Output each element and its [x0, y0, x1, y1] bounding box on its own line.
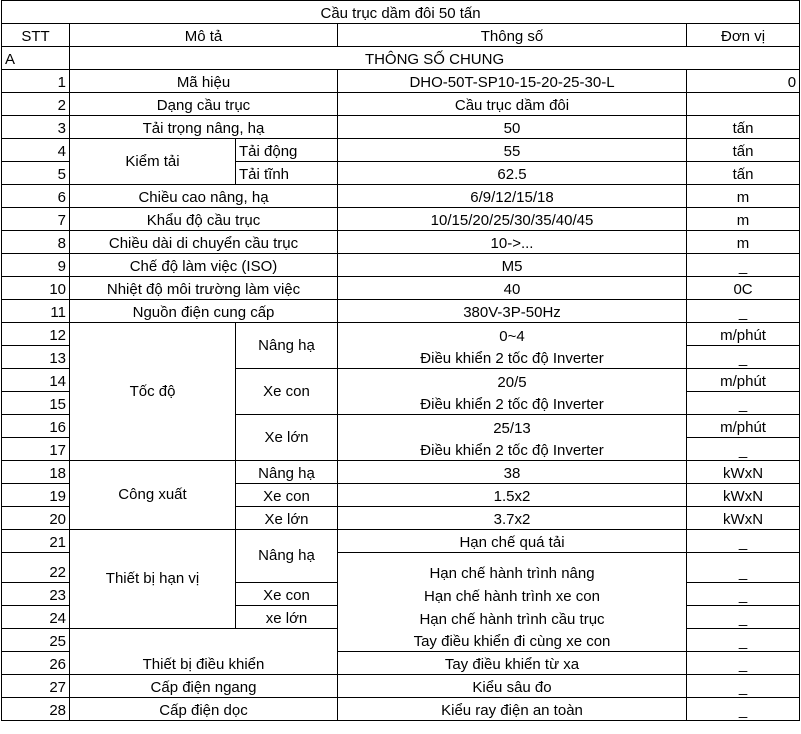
- row-label: Chiều dài di chuyển cầu trục: [70, 231, 338, 254]
- row-value: 62.5: [338, 162, 687, 185]
- row-stt: 1: [2, 70, 70, 93]
- row-label: Tải động: [236, 139, 338, 162]
- row-stt: 3: [2, 116, 70, 139]
- row-stt: 19: [2, 484, 70, 507]
- row-value: Điều khiển 2 tốc độ Inverter: [338, 438, 687, 461]
- row-value: Kiểu ray điện an toàn: [338, 698, 687, 721]
- row-unit: m: [687, 185, 800, 208]
- row-unit: _: [687, 530, 800, 553]
- row-label: [70, 629, 338, 652]
- row-unit: kWxN: [687, 484, 800, 507]
- row-label: Xe con: [236, 484, 338, 507]
- table-row: [2, 208, 800, 231]
- row-stt: 26: [2, 652, 70, 675]
- row-unit: kWxN: [687, 461, 800, 484]
- group-kiem-tai: Kiểm tải: [70, 139, 236, 185]
- row-value: Hạn chế hành trình nâng: [338, 553, 687, 583]
- row-label: Tải trọng nâng, hạ: [70, 116, 338, 139]
- row-value: 20/5: [338, 369, 687, 392]
- row-unit: _: [687, 698, 800, 721]
- row-label: Nguồn điện cung cấp: [70, 300, 338, 323]
- table-row: [2, 254, 800, 277]
- row-stt: 9: [2, 254, 70, 277]
- row-stt: 14: [2, 369, 70, 392]
- table-row: [2, 530, 800, 553]
- row-unit: _: [687, 652, 800, 675]
- row-stt: 15: [2, 392, 70, 415]
- row-value: 3.7x2: [338, 507, 687, 530]
- group-cong-xuat: Công xuất: [70, 461, 236, 530]
- row-label: Dạng cầu trục: [70, 93, 338, 116]
- row-value: Hạn chế quá tải: [338, 530, 687, 553]
- row-value: Hạn chế hành trình xe con: [338, 583, 687, 606]
- row-stt: 18: [2, 461, 70, 484]
- row-value: 40: [338, 277, 687, 300]
- row-unit: _: [687, 254, 800, 277]
- header-row: [2, 24, 800, 47]
- row-label: Xe con: [236, 583, 338, 606]
- table-row: [2, 629, 800, 652]
- table-row: [2, 277, 800, 300]
- row-unit: m/phút: [687, 323, 800, 346]
- row-value: Điều khiển 2 tốc độ Inverter: [338, 346, 687, 369]
- row-value: DHO-50T-SP10-15-20-25-30-L: [338, 70, 687, 93]
- row-unit: _: [687, 438, 800, 461]
- row-unit: m/phút: [687, 415, 800, 438]
- row-unit: kWxN: [687, 507, 800, 530]
- row-stt: 13: [2, 346, 70, 369]
- row-value: Hạn chế hành trình cầu trục: [338, 606, 687, 629]
- row-label: Thiết bị điều khiển: [70, 652, 338, 675]
- row-label: Chế độ làm việc (ISO): [70, 254, 338, 277]
- row-label: Cấp điện dọc: [70, 698, 338, 721]
- row-stt: 11: [2, 300, 70, 323]
- row-label: Xe lớn: [236, 507, 338, 530]
- row-stt: 24: [2, 606, 70, 629]
- row-unit: 0C: [687, 277, 800, 300]
- table-row: [2, 300, 800, 323]
- row-stt: 23: [2, 583, 70, 606]
- table-row: [2, 116, 800, 139]
- row-label: Tải tĩnh: [236, 162, 338, 185]
- row-label: Nâng hạ: [236, 530, 338, 583]
- row-stt: 22: [2, 553, 70, 583]
- row-stt: 4: [2, 139, 70, 162]
- row-stt: 6: [2, 185, 70, 208]
- table-row: [2, 323, 800, 346]
- header-don-vi: Đơn vị: [687, 24, 800, 47]
- row-unit: [687, 93, 800, 116]
- table-row: [2, 139, 800, 162]
- table-title: Cầu trục dầm đôi 50 tấn: [2, 1, 800, 24]
- row-label: Nâng hạ: [236, 461, 338, 484]
- row-unit: tấn: [687, 162, 800, 185]
- table-row: [2, 231, 800, 254]
- row-stt: 8: [2, 231, 70, 254]
- row-stt: 28: [2, 698, 70, 721]
- row-label: xe lớn: [236, 606, 338, 629]
- row-label: Nâng hạ: [236, 323, 338, 369]
- section-row: [2, 47, 800, 70]
- row-value: 6/9/12/15/18: [338, 185, 687, 208]
- table-row: [2, 93, 800, 116]
- row-stt: 5: [2, 162, 70, 185]
- row-stt: 21: [2, 530, 70, 553]
- row-value: 38: [338, 461, 687, 484]
- row-stt: 17: [2, 438, 70, 461]
- table-row: [2, 70, 800, 93]
- row-value: 55: [338, 139, 687, 162]
- row-unit: 0: [687, 70, 800, 93]
- group-toc-do: Tốc độ: [70, 323, 236, 461]
- table-row: [2, 698, 800, 721]
- row-unit: m: [687, 208, 800, 231]
- row-label: Cấp điện ngang: [70, 675, 338, 698]
- row-value: 50: [338, 116, 687, 139]
- section-id: A: [2, 47, 70, 70]
- row-value: M5: [338, 254, 687, 277]
- section-label: THÔNG SỐ CHUNG: [70, 47, 800, 70]
- row-label: Xe con: [236, 369, 338, 415]
- row-stt: 7: [2, 208, 70, 231]
- row-value: 10->...: [338, 231, 687, 254]
- row-value: 1.5x2: [338, 484, 687, 507]
- row-unit: _: [687, 606, 800, 629]
- row-unit: tấn: [687, 139, 800, 162]
- row-value: 10/15/20/25/30/35/40/45: [338, 208, 687, 231]
- row-unit: _: [687, 346, 800, 369]
- table-row: [2, 185, 800, 208]
- row-unit: _: [687, 583, 800, 606]
- row-label: Khẩu độ cầu trục: [70, 208, 338, 231]
- table-row: [2, 675, 800, 698]
- row-stt: 12: [2, 323, 70, 346]
- row-value: Kiểu sâu đo: [338, 675, 687, 698]
- row-value: Tay điều khiển đi cùng xe con: [338, 629, 687, 652]
- row-value: 25/13: [338, 415, 687, 438]
- table-row: [2, 461, 800, 484]
- row-label: Nhiệt độ môi trường làm việc: [70, 277, 338, 300]
- title-row: [2, 1, 800, 24]
- row-unit: _: [687, 629, 800, 652]
- row-label: Chiều cao nâng, hạ: [70, 185, 338, 208]
- header-thong-so: Thông số: [338, 24, 687, 47]
- header-mo-ta: Mô tả: [70, 24, 338, 47]
- row-value: Cầu trục dầm đôi: [338, 93, 687, 116]
- row-value: Điều khiển 2 tốc độ Inverter: [338, 392, 687, 415]
- row-unit: m/phút: [687, 369, 800, 392]
- row-stt: 16: [2, 415, 70, 438]
- row-unit: _: [687, 300, 800, 323]
- row-unit: _: [687, 553, 800, 583]
- row-unit: tấn: [687, 116, 800, 139]
- row-label: Mã hiệu: [70, 70, 338, 93]
- row-stt: 20: [2, 507, 70, 530]
- row-unit: _: [687, 392, 800, 415]
- row-stt: 25: [2, 629, 70, 652]
- row-unit: m: [687, 231, 800, 254]
- row-value: 0~4: [338, 323, 687, 346]
- row-value: 380V-3P-50Hz: [338, 300, 687, 323]
- row-stt: 10: [2, 277, 70, 300]
- row-stt: 27: [2, 675, 70, 698]
- row-unit: _: [687, 675, 800, 698]
- group-thiet-bi-han-vi: Thiết bị hạn vị: [70, 530, 236, 629]
- spec-table: [1, 0, 800, 721]
- row-stt: 2: [2, 93, 70, 116]
- row-label: Xe lớn: [236, 415, 338, 461]
- header-stt: STT: [2, 24, 70, 47]
- row-value: Tay điều khiển từ xa: [338, 652, 687, 675]
- table-row: [2, 652, 800, 675]
